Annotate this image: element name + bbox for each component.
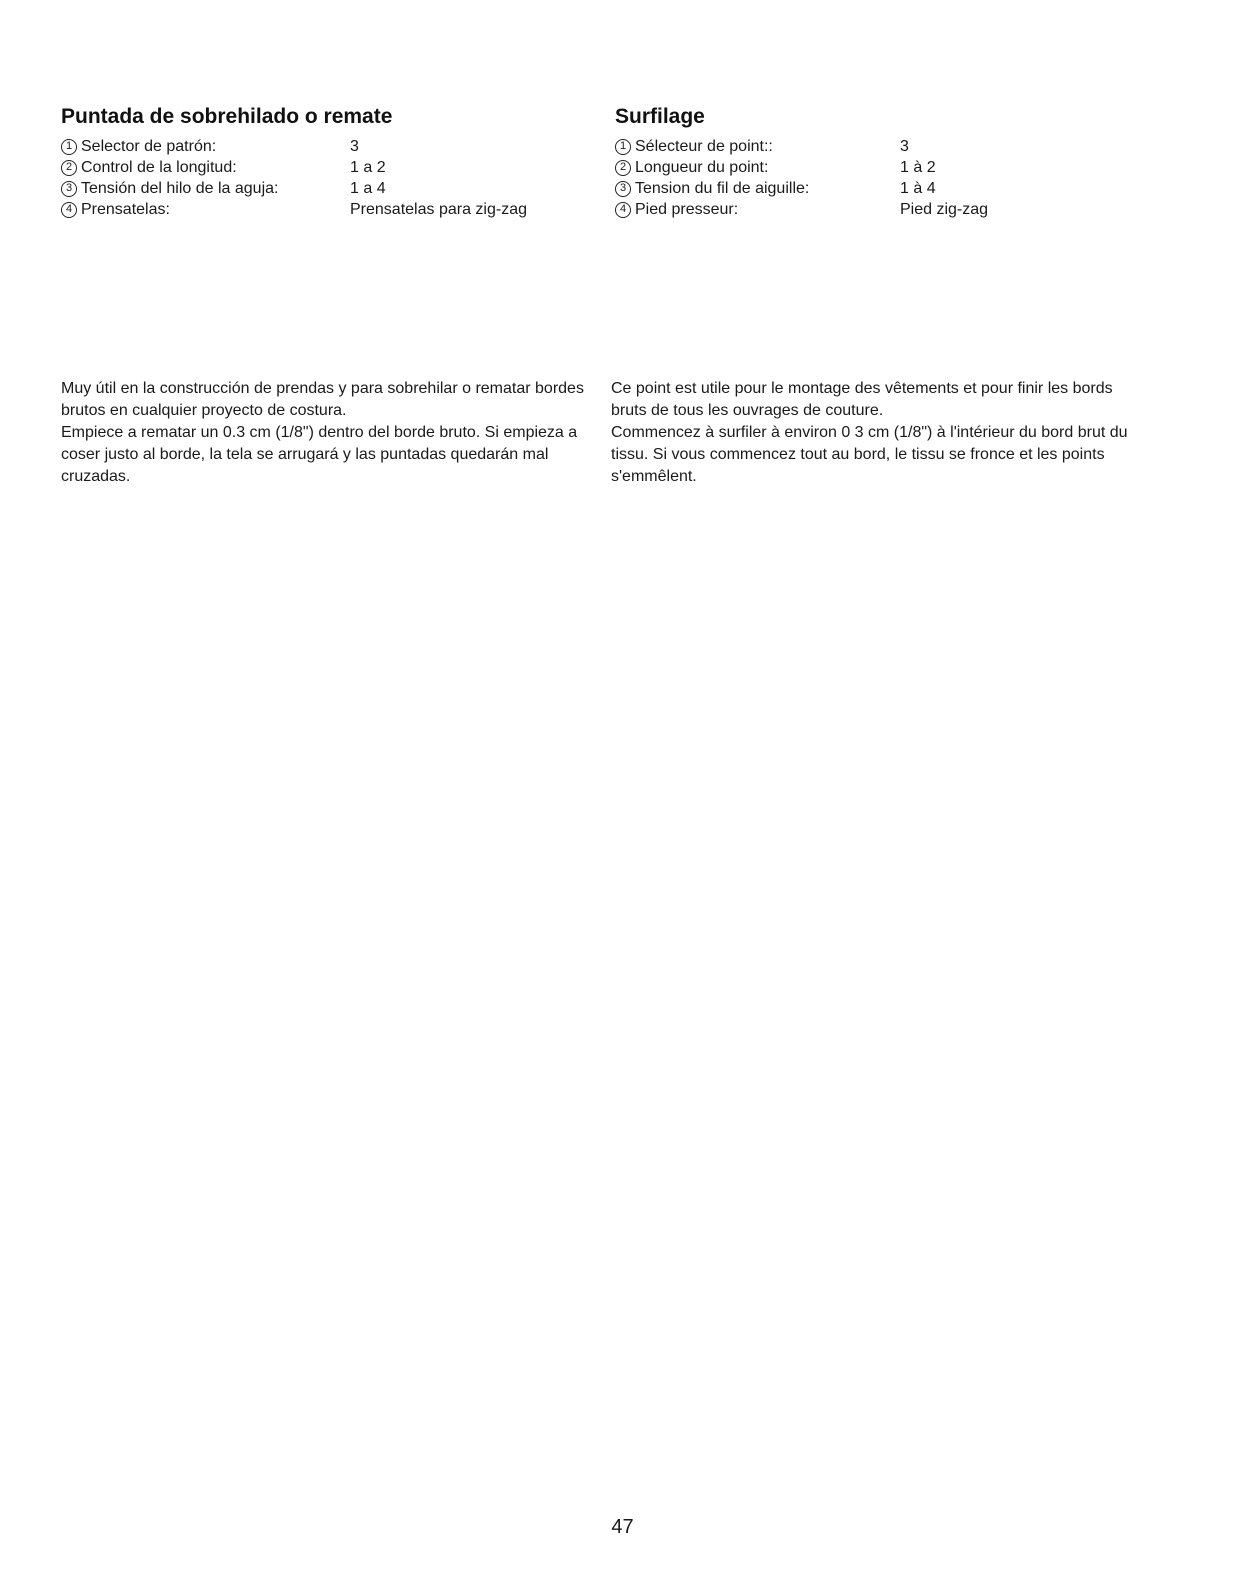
french-description (611, 378, 1151, 488)
circled-number-3-icon: 3 (615, 181, 631, 197)
spanish-section (61, 104, 601, 220)
setting-value: 1 a 2 (350, 159, 386, 176)
french-section (615, 104, 1155, 220)
setting-label: Sélecteur de point:: (635, 138, 773, 155)
description-paragraph: Empiece a rematar un 0.3 cm (1/8") dentro del borde bruto. Si empieza a coser justo al borde, la tela se arrugará y las puntadas quedarán mal cruzadas. (61, 424, 578, 485)
setting-row (615, 136, 1155, 157)
setting-row (61, 199, 601, 220)
description-paragraph: Muy útil en la construcción de prendas y para sobrehilar o rematar bordes brutos en cualquier proyecto de costura. (61, 380, 584, 419)
spanish-settings-list (61, 136, 601, 220)
setting-label: Control de la longitud: (81, 159, 237, 176)
spanish-title: Puntada de sobrehilado o remate (61, 105, 393, 128)
setting-value: 1 à 2 (900, 159, 936, 176)
setting-value: 3 (900, 138, 909, 155)
setting-label: Tension du fil de aiguille: (635, 180, 810, 197)
setting-row (61, 136, 601, 157)
french-title: Surfilage (615, 105, 705, 128)
circled-number-3-icon: 3 (61, 181, 77, 197)
description-paragraph: Commencez à surfiler à environ 0 3 cm (1/8") à l'intérieur du bord brut du tissu. Si vous commencez tout au bord, le tissu se fronce et les points s'emmêlent. (611, 424, 1128, 485)
page-number: 47 (611, 1516, 634, 1538)
setting-row (615, 157, 1155, 178)
setting-label: Prensatelas: (81, 201, 170, 218)
french-settings-list (615, 136, 1155, 220)
setting-row (61, 178, 601, 199)
setting-label: Tensión del hilo de la aguja: (81, 180, 279, 197)
circled-number-2-icon: 2 (615, 160, 631, 176)
circled-number-1-icon: 1 (61, 139, 77, 155)
setting-label: Selector de patrón: (81, 138, 217, 155)
setting-value: 3 (350, 138, 359, 155)
setting-label: Longueur du point: (635, 159, 769, 176)
setting-label: Pied presseur: (635, 201, 739, 218)
spanish-description (61, 378, 596, 488)
circled-number-1-icon: 1 (615, 139, 631, 155)
setting-value: 1 a 4 (350, 180, 386, 197)
circled-number-2-icon: 2 (61, 160, 77, 176)
circled-number-4-icon: 4 (615, 202, 631, 218)
setting-row (61, 157, 601, 178)
setting-row (615, 199, 1155, 220)
circled-number-4-icon: 4 (61, 202, 77, 218)
setting-value: 1 à 4 (900, 180, 936, 197)
setting-row (615, 178, 1155, 199)
setting-value: Pied zig-zag (900, 201, 989, 218)
description-paragraph: Ce point est utile pour le montage des vêtements et pour finir les bords bruts de tous les ouvrages de couture. (611, 380, 1113, 419)
setting-value: Prensatelas para zig-zag (350, 201, 527, 218)
